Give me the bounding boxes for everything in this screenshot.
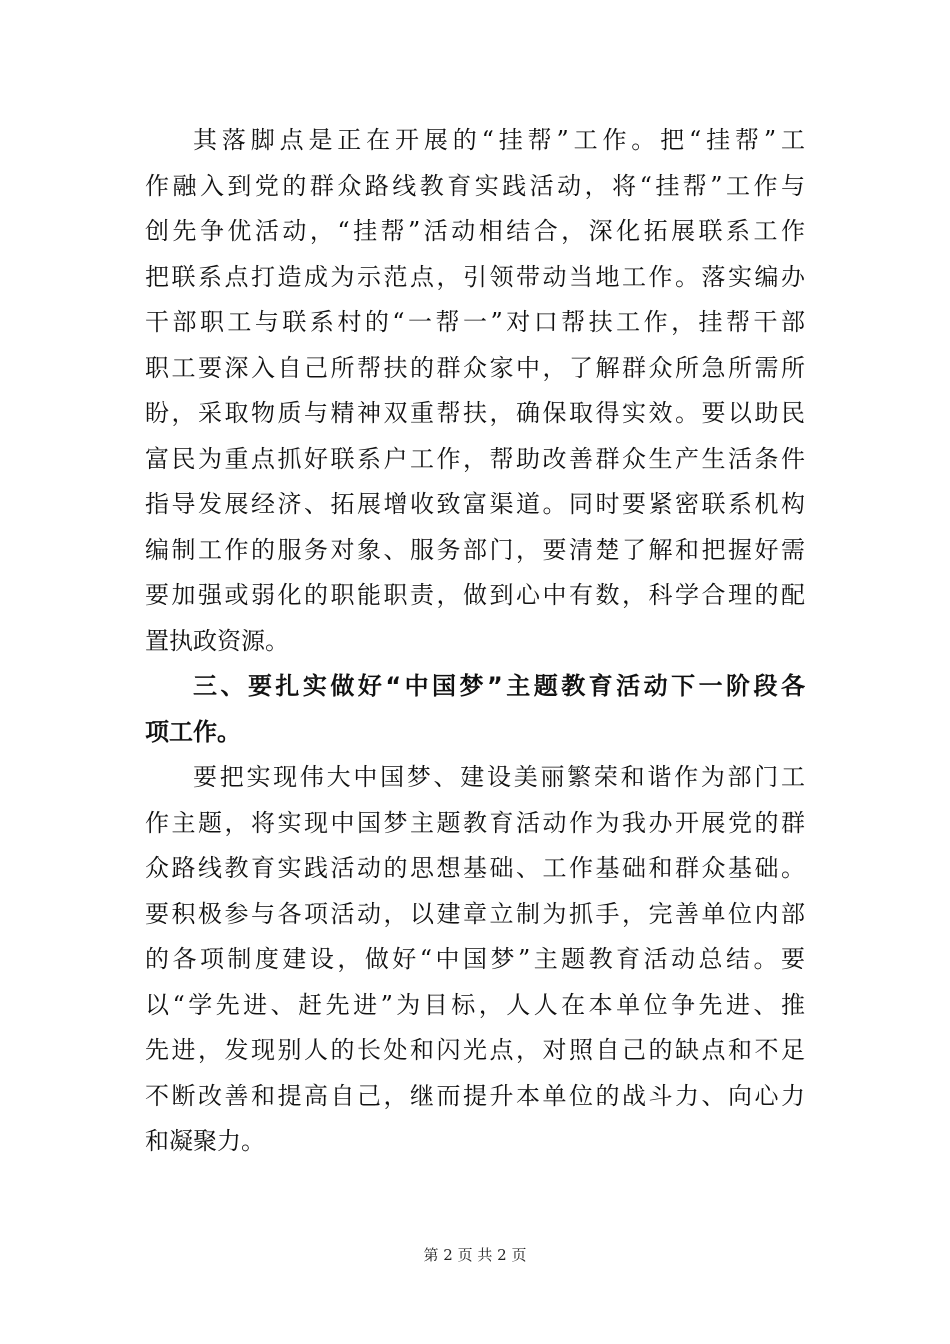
- document-body: [145, 118, 805, 1165]
- paragraph-lianxi: [145, 118, 805, 664]
- text-line: 置执政资源。: [145, 626, 289, 655]
- text-line: 作主题，将实现中国梦主题教育活动作为我办开展党的群: [145, 808, 805, 837]
- heading-line: 项工作。: [145, 717, 241, 746]
- paragraph-zhongguomeng: [145, 755, 805, 1165]
- text-line: 要加强或弱化的职能职责，做到心中有数，科学合理的配: [145, 581, 805, 609]
- text-line: 先进，发现别人的长处和闪光点，对照自己的缺点和不足: [145, 1036, 805, 1064]
- text-line: 以“学先进、赶先进”为目标，人人在本单位争先进、推: [145, 990, 805, 1019]
- text-line: 众路线教育实践活动的思想基础、工作基础和群众基础。: [145, 854, 805, 882]
- text-line: 盼，采取物质与精神双重帮扶，确保取得实效。要以助民: [145, 399, 805, 427]
- section-heading-3: [145, 664, 805, 755]
- text-line: 职工要深入自己所帮扶的群众家中，了解群众所急所需所: [145, 353, 805, 382]
- text-line: 干部职工与联系村的“一帮一”对口帮扶工作，挂帮干部: [145, 308, 805, 336]
- text-line: 的各项制度建设，做好“中国梦”主题教育活动总结。要: [145, 945, 805, 973]
- text-line: 不断改善和提高自己，继而提升本单位的战斗力、向心力: [145, 1081, 805, 1110]
- text-line: 其落脚点是正在开展的“挂帮”工作。把“挂帮”工: [193, 126, 805, 154]
- heading-line: 三、要扎实做好“中国梦”主题教育活动下一阶段各: [193, 672, 805, 700]
- page-number-footer: 第 2 页 共 2 页: [423, 1246, 527, 1264]
- text-line: 富民为重点抓好联系户工作，帮助改善群众生产生活条件: [145, 444, 805, 473]
- text-line: 指导发展经济、拓展增收致富渠道。同时要紧密联系机构: [145, 490, 805, 518]
- text-line: 编制工作的服务对象、服务部门，要清楚了解和把握好需: [145, 535, 805, 564]
- text-line: 创先争优活动，“挂帮”活动相结合，深化拓展联系工作: [145, 217, 805, 245]
- text-line: 和凝聚力。: [145, 1127, 265, 1155]
- text-line: 要积极参与各项活动，以建章立制为抓手，完善单位内部: [145, 899, 805, 928]
- text-line: 要把实现伟大中国梦、建设美丽繁荣和谐作为部门工: [193, 763, 805, 791]
- text-line: 作融入到党的群众路线教育实践活动，将“挂帮”工作与: [145, 171, 805, 200]
- text-line: 把联系点打造成为示范点，引领带动当地工作。落实编办: [145, 262, 805, 291]
